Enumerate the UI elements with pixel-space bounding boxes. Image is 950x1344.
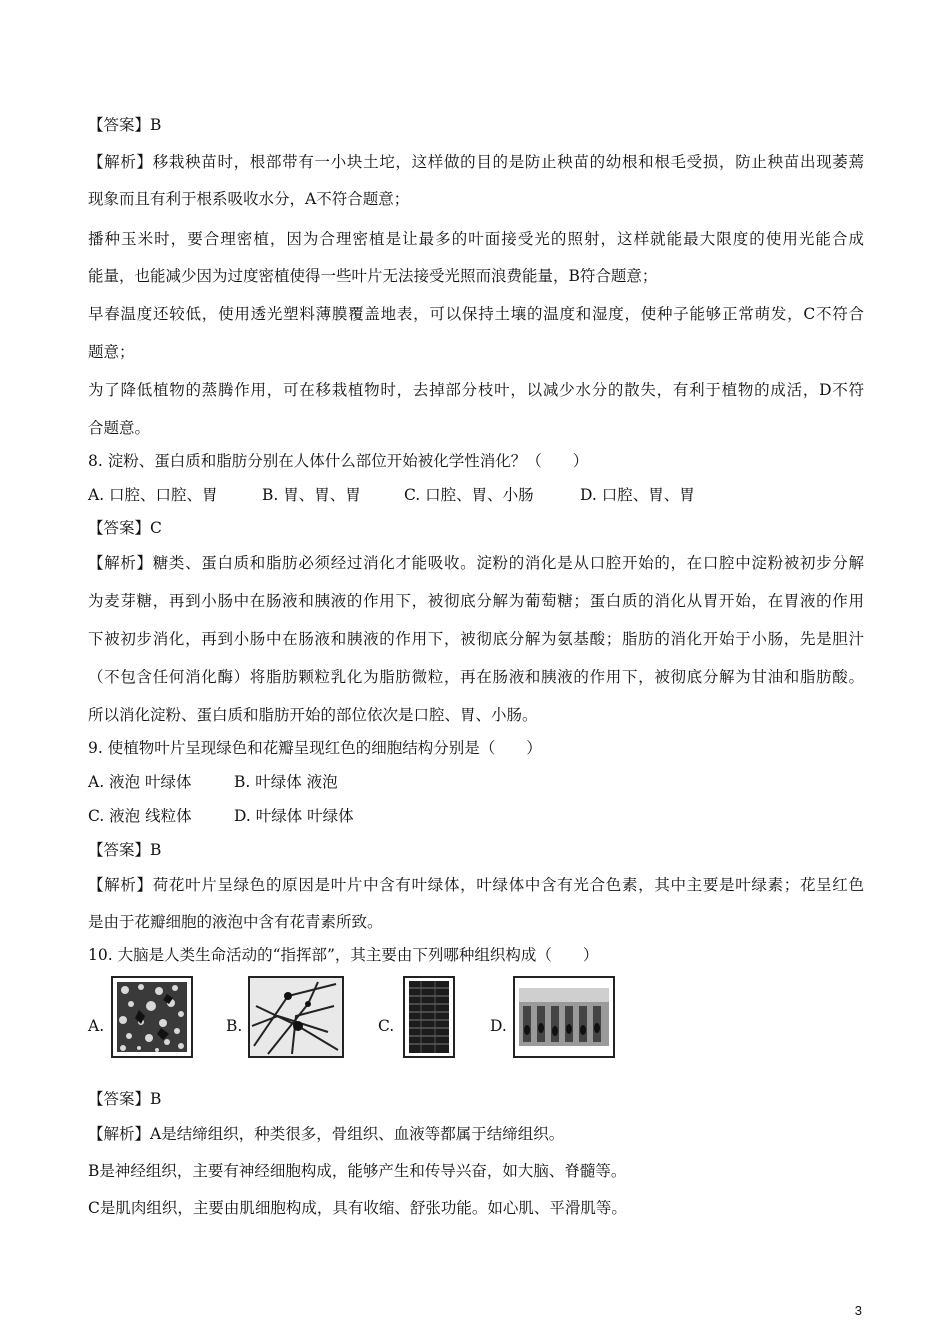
q8-analysis-line: 为麦芽糖，再到小肠中在肠液和胰液的作用下，被彻底分解为葡萄糖；蛋白质的消化从胃开始，在胃液的作用 xyxy=(88,592,864,610)
q7-analysis-line: 现象而且有利于根系吸收水分，A不符合题意； xyxy=(88,190,410,208)
q10-label-c: C. xyxy=(378,1017,395,1035)
q8-analysis-line: 所以消化淀粉、蛋白质和脂肪开始的部位依次是口腔、胃、小肠。 xyxy=(88,706,538,724)
q9-option-d: D. 叶绿体 叶绿体 xyxy=(234,807,354,825)
q10-label-a: A. xyxy=(88,1017,105,1035)
epithelial-tissue-image xyxy=(513,976,615,1062)
q7-analysis-line: 【解析】移栽秧苗时，根部带有一小块土坨，这样做的目的是防止秧苗的幼根和根毛受损，防止秧苗出现萎蔫 xyxy=(88,153,864,171)
q10-analysis-line: 【解析】A是结缔组织，种类很多，骨组织、血液等都属于结缔组织。 xyxy=(88,1125,565,1143)
q8-answer: 【答案】C xyxy=(88,519,162,537)
q8-option-b: B. 胃、胃、胃 xyxy=(262,486,361,504)
q8-option-a: A. 口腔、口腔、胃 xyxy=(88,486,218,504)
nerve-tissue-image xyxy=(248,976,344,1062)
q7-analysis-line: 为了降低植物的蒸腾作用，可在移栽植物时，去掉部分枝叶，以减少水分的散失，有利于植物的成活，D不符 xyxy=(88,381,864,399)
q8-option-d: D. 口腔、胃、胃 xyxy=(580,486,695,504)
q8-analysis-line: 【解析】糖类、蛋白质和脂肪必须经过消化才能吸收。淀粉的消化是从口腔开始的，在口腔中淀粉被初步分解 xyxy=(88,554,864,572)
q9-analysis-line: 是由于花瓣细胞的液泡中含有花青素所致。 xyxy=(88,913,383,931)
q9-stem: 9. 使植物叶片呈现绿色和花瓣呈现红色的细胞结构分别是（ ） xyxy=(88,739,542,757)
q10-stem: 10. 大脑是人类生命活动的“指挥部”，其主要由下列哪种组织构成（ ） xyxy=(88,946,599,964)
q9-option-b: B. 叶绿体 液泡 xyxy=(234,773,338,791)
q10-analysis-line: B是神经组织，主要有神经细胞构成，能够产生和传导兴奋，如大脑、脊髓等。 xyxy=(88,1162,627,1180)
q10-answer: 【答案】B xyxy=(88,1090,162,1108)
q7-analysis-line: 题意； xyxy=(88,343,135,361)
q7-analysis-line: 合题意。 xyxy=(88,419,151,437)
muscle-tissue-image xyxy=(403,976,455,1062)
q8-analysis-line: 下被初步消化，再到小肠中在肠液和胰液的作用下，被彻底分解为氨基酸；脂肪的消化开始于小肠，先是胆汁 xyxy=(88,630,864,648)
q9-option-c: C. 液泡 线粒体 xyxy=(88,807,192,825)
q7-analysis-line: 播种玉米时，要合理密植，因为合理密植是让最多的叶面接受光的照射，这样就能最大限度的使用光能合成 xyxy=(88,230,864,248)
q10-analysis-line: C是肌肉组织，主要由肌细胞构成，具有收缩、舒张功能。如心肌、平滑肌等。 xyxy=(88,1199,627,1217)
q9-analysis-line: 【解析】荷花叶片呈绿色的原因是叶片中含有叶绿体，叶绿体中含有光合色素，其中主要是叶绿素；花呈红色 xyxy=(88,876,864,894)
connective-tissue-image xyxy=(111,976,193,1062)
q8-option-c: C. 口腔、胃、小肠 xyxy=(404,486,534,504)
q7-analysis-line: 早春温度还较低，使用透光塑料薄膜覆盖地表，可以保持土壤的温度和湿度，使种子能够正常萌发，C不符合 xyxy=(88,305,864,323)
q9-answer: 【答案】B xyxy=(88,841,162,859)
q7-answer: 【答案】B xyxy=(88,116,162,134)
q8-analysis-line: （不包含任何消化酶）将脂肪颗粒乳化为脂肪微粒，再在肠液和胰液的作用下，被彻底分解为甘油和脂肪酸。 xyxy=(88,668,864,686)
q10-label-b: B. xyxy=(226,1017,243,1035)
q7-analysis-line: 能量，也能减少因为过度密植使得一些叶片无法接受光照而浪费能量，B符合题意； xyxy=(88,267,658,285)
page-number: 3 xyxy=(854,1303,862,1318)
q10-label-d: D. xyxy=(490,1017,507,1035)
q9-option-a: A. 液泡 叶绿体 xyxy=(88,773,192,791)
q8-stem: 8. 淀粉、蛋白质和脂肪分别在人体什么部位开始被化学性消化？（ ） xyxy=(88,452,589,470)
